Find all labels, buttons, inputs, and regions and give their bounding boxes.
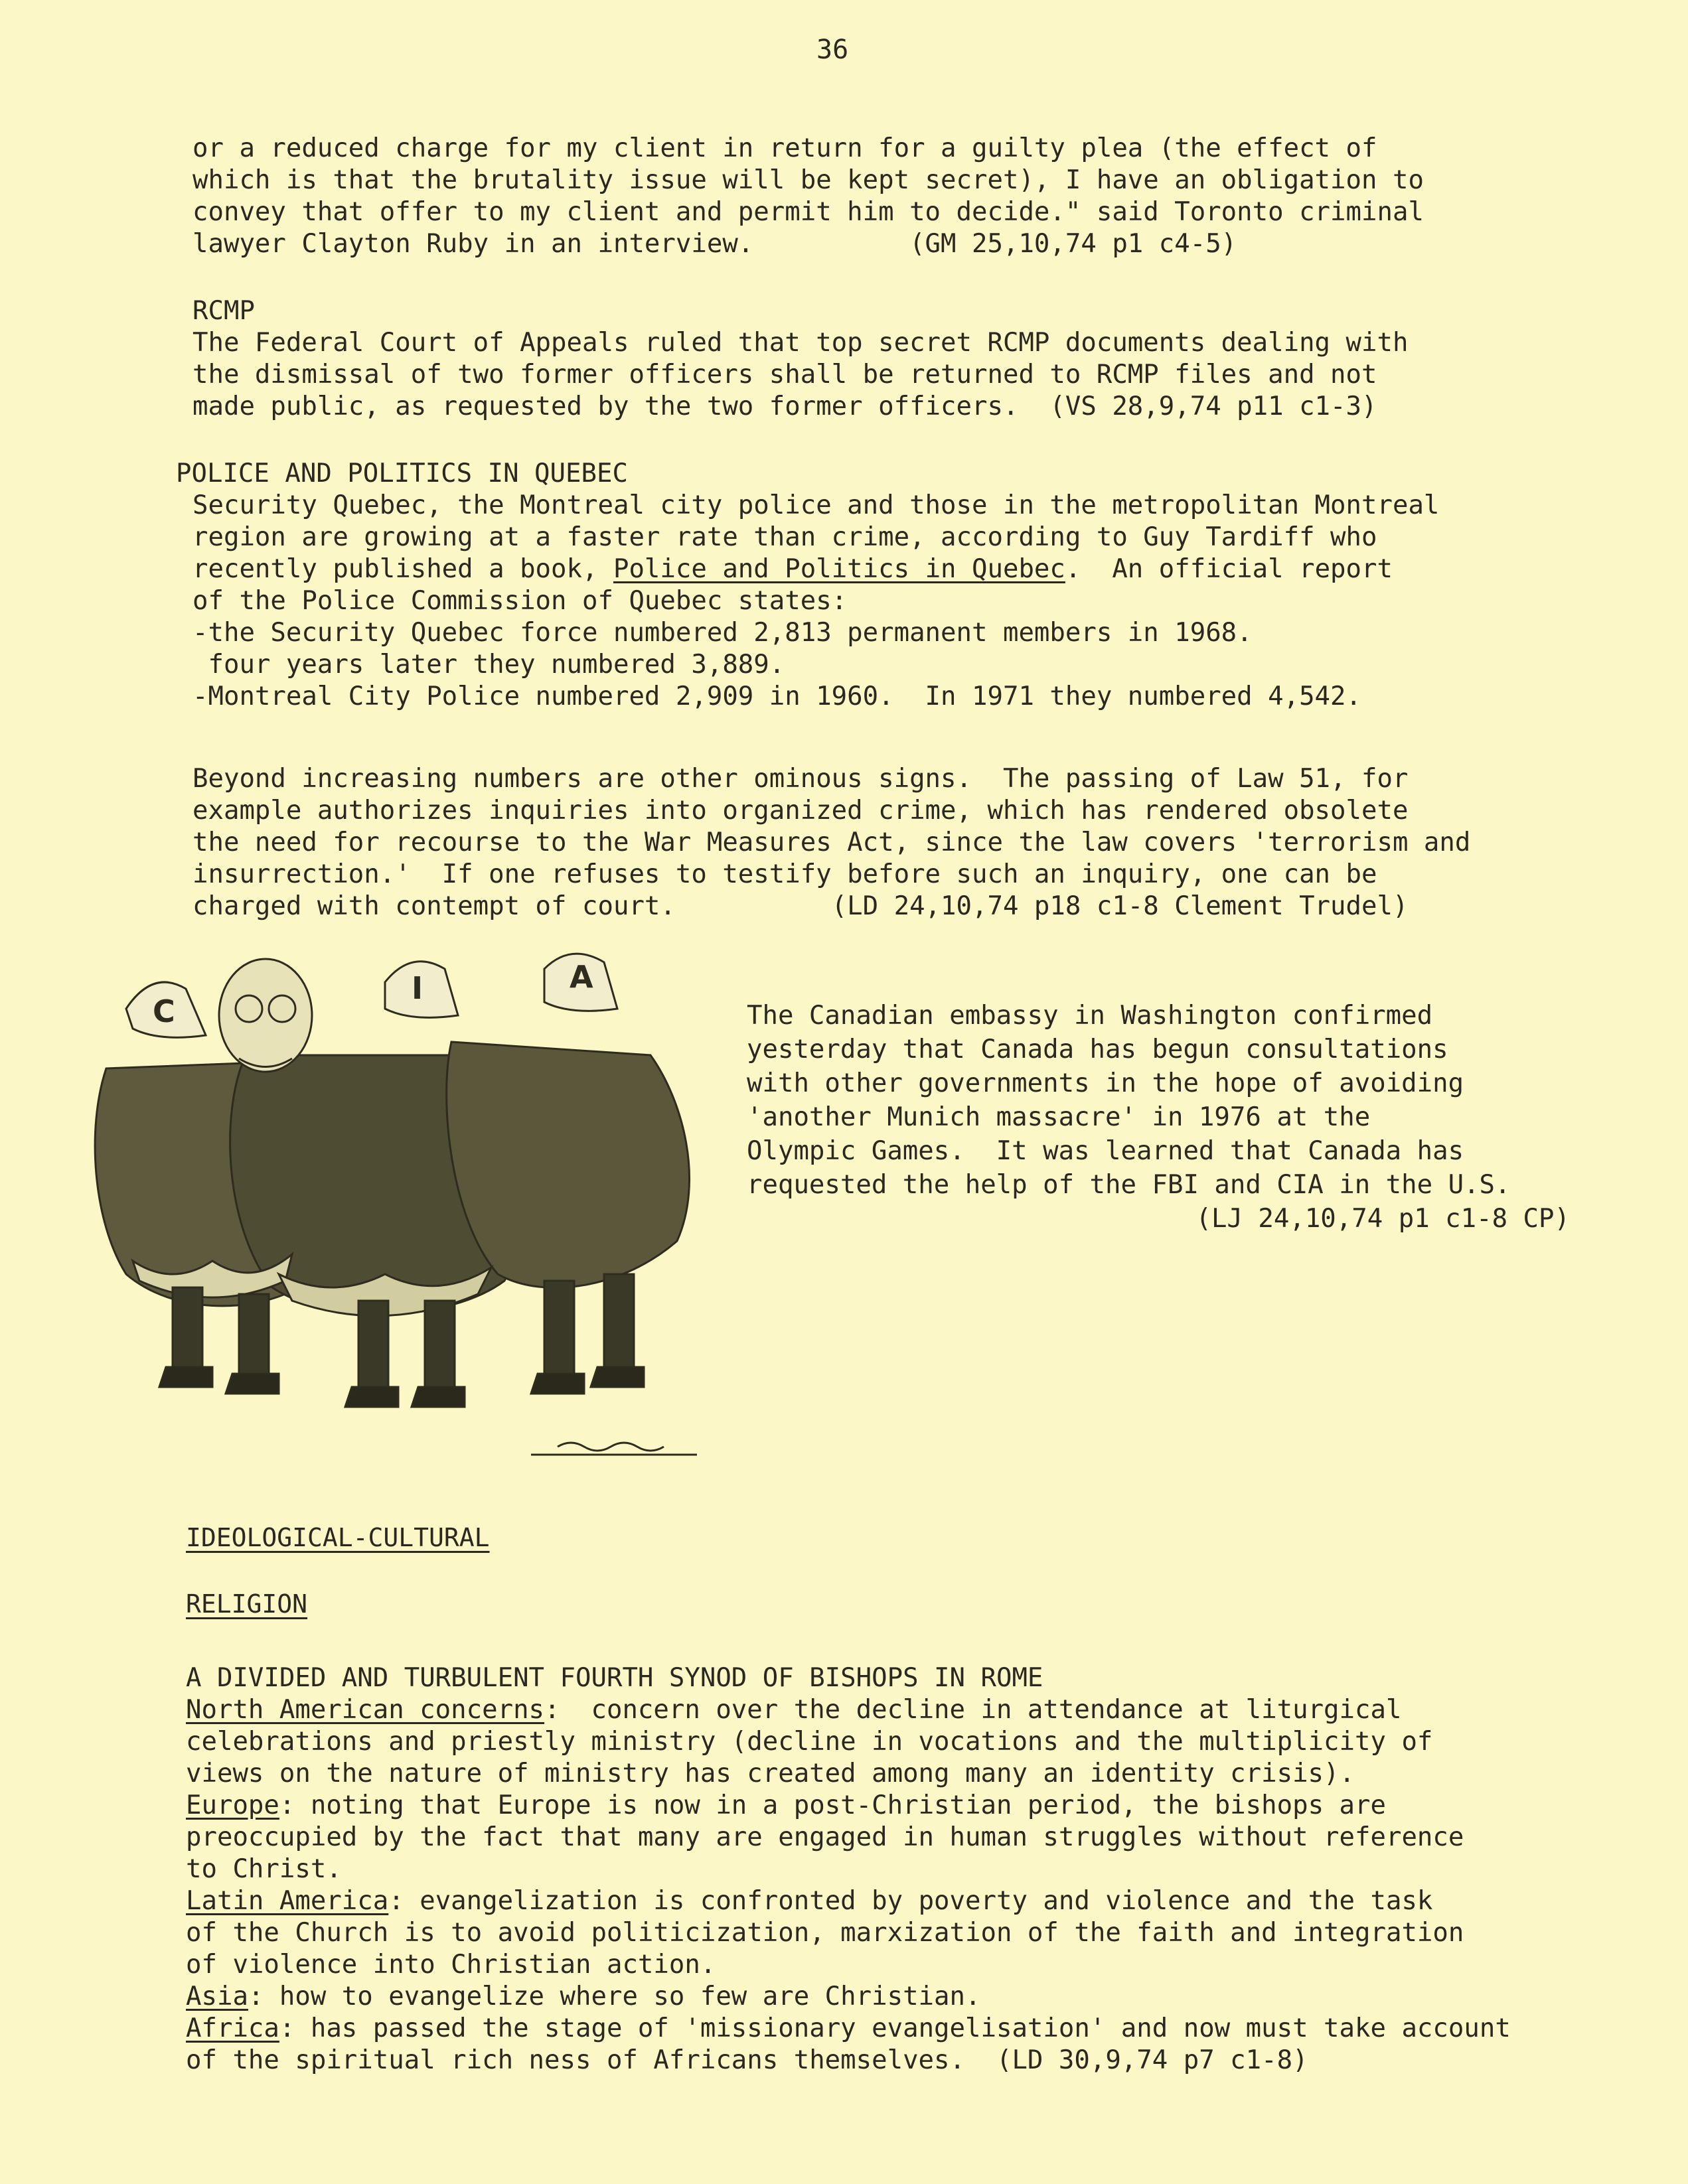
text-line: [176, 553, 1603, 585]
text-line: [186, 2013, 1646, 2045]
text-line: of the Police Commission of Quebec states:: [192, 586, 848, 616]
text-line: or a reduced charge for my client in return for a guilty plea (the effect of: [192, 133, 1377, 163]
text-line: convey that offer to my client and permit him to decide." said Toronto criminal: [192, 197, 1424, 227]
text-line: four years later they numbered 3,889.: [192, 650, 785, 680]
olympics-paragraph: [747, 999, 1610, 1236]
hat-letter: A: [570, 959, 593, 995]
page-number: 36: [816, 35, 849, 65]
text-line: of violence into Christian action.: [186, 1950, 716, 1980]
text-line: The Canadian embassy in Washington confirmed: [747, 1001, 1433, 1031]
text-line: the need for recourse to the War Measures Act, since the law covers 'terrorism and: [192, 828, 1471, 857]
ideological-cultural-heading: IDEOLOGICAL-CULTURAL: [186, 1523, 490, 1552]
text-line: to Christ.: [186, 1854, 342, 1884]
rcmp-section: [192, 295, 1620, 423]
text-line: of the spiritual rich ness of Africans themselves. (LD 30,9,74 p7 c1-8): [186, 2045, 1308, 2075]
region-label: Asia: [186, 1982, 248, 2011]
hat-letter: C: [153, 993, 175, 1029]
text-line: Olympic Games. It was learned that Canada has: [747, 1136, 1464, 1166]
region-label: Europe: [186, 1790, 279, 1820]
intro-paragraph: [192, 133, 1620, 260]
text-fragment: : evangelization is confronted by poverty and violence and the task: [388, 1886, 1433, 1916]
text-line: -the Security Quebec force numbered 2,813 permanent members in 1968.: [192, 618, 1253, 648]
synod-heading: A DIVIDED AND TURBULENT FOURTH SYNOD OF BISHOPS IN ROME: [186, 1663, 1043, 1693]
text-line: charged with contempt of court. (LD 24,10,74 p18 c1-8 Clement Trudel): [192, 891, 1409, 921]
book-title: Police and Politics in Quebec: [613, 554, 1065, 584]
text-line: preoccupied by the fact that many are engaged in human struggles without reference: [186, 1822, 1464, 1852]
text-line: Security Quebec, the Montreal city police and those in the metropolitan Montreal: [192, 490, 1440, 520]
text-line: which is that the brutality issue will be kept secret), I have an obligation to: [192, 165, 1424, 195]
text-line: The Federal Court of Appeals ruled that top secret RCMP documents dealing with: [192, 328, 1409, 358]
text-fragment: : noting that Europe is now in a post-Christian period, the bishops are: [279, 1790, 1386, 1820]
text-line: [186, 1885, 1646, 1917]
text-line: with other governments in the hope of avoiding: [747, 1068, 1464, 1098]
text-line: celebrations and priestly ministry (decline in vocations and the multiplicity of: [186, 1727, 1433, 1757]
synod-section: [186, 1662, 1646, 2076]
text-line: made public, as requested by the two former officers. (VS 28,9,74 p11 c1-3): [192, 392, 1377, 421]
region-label: Africa: [186, 2013, 279, 2043]
text-fragment: : how to evangelize where so few are Christian.: [248, 1982, 981, 2011]
text-fragment: : concern over the decline in attendance at liturgical: [544, 1695, 1402, 1725]
text-line: of the Church is to avoid politicization, marxization of the faith and integration: [186, 1918, 1464, 1948]
cartoon-illustration: [80, 942, 743, 1460]
text-line: 'another Munich massacre' in 1976 at the: [747, 1102, 1371, 1132]
text-line: region are growing at a faster rate than crime, according to Guy Tardiff who: [192, 522, 1377, 552]
text-line: [186, 1694, 1646, 1726]
police-quebec-heading: POLICE AND POLITICS IN QUEBEC: [176, 459, 628, 488]
text-line: views on the nature of ministry has created among many an identity crisis).: [186, 1759, 1355, 1788]
text-fragment: . An official report: [1065, 554, 1393, 584]
text-line: the dismissal of two former officers shall be returned to RCMP files and not: [192, 360, 1377, 390]
police-quebec-section: [176, 458, 1603, 713]
text-line: lawyer Clayton Ruby in an interview. (GM 25,10,74 p1 c4-5): [192, 229, 1237, 259]
region-label: Latin America: [186, 1886, 389, 1916]
text-line: [186, 1981, 1646, 2013]
rcmp-heading: RCMP: [192, 296, 255, 326]
text-line: Beyond increasing numbers are other ominous signs. The passing of Law 51, for: [192, 764, 1409, 794]
text-line: requested the help of the FBI and CIA in the U.S.: [747, 1170, 1511, 1200]
text-line: yesterday that Canada has begun consultations: [747, 1035, 1448, 1064]
text-line: insurrection.' If one refuses to testify before such an inquiry, one can be: [192, 859, 1377, 889]
text-line: example authorizes inquiries into organized crime, which has rendered obsolete: [192, 796, 1409, 826]
law51-paragraph: [192, 763, 1620, 922]
signature-scribble: [558, 1443, 664, 1451]
text-fragment: recently published a book,: [192, 554, 613, 584]
text-line: -Montreal City Police numbered 2,909 in 1960. In 1971 they numbered 4,542.: [192, 682, 1361, 711]
text-fragment: : has passed the stage of 'missionary evangelisation' and now must take account: [279, 2013, 1511, 2043]
text-line: [186, 1790, 1646, 1822]
religion-heading: RELIGION: [186, 1589, 308, 1619]
hat-letter: I: [412, 970, 423, 1006]
region-label: North American concerns: [186, 1695, 545, 1725]
citation: (LJ 24,10,74 p1 c1-8 CP): [1195, 1204, 1570, 1234]
